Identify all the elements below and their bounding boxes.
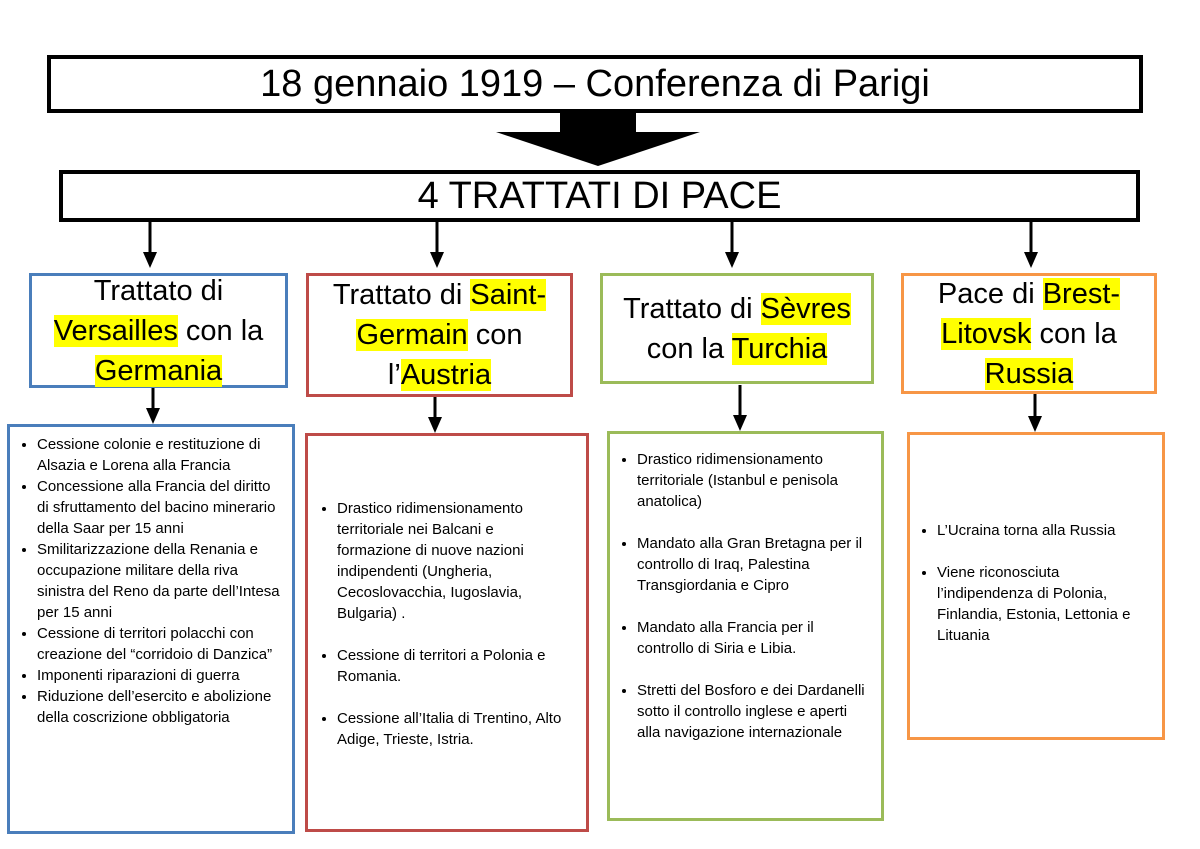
list-item: • Concessione alla Francia del diritto di sfruttamento del bacino minerario della Saar per 15 anni [37, 476, 286, 539]
sevres-highlight: Sèvres [760, 292, 851, 325]
main-down-arrow-icon [496, 110, 700, 166]
list-item: • Drastico ridimensionamento territoriale nei Balcani e formazione di nuove nazioni indipendenti (Ungheria, Cecoslovacchia, Iugoslavia, Bulgaria) . [337, 498, 572, 624]
brest-litovsk-header-mid: con la [1039, 317, 1117, 350]
list-item: • Imponenti riparazioni di guerra [37, 665, 286, 686]
list-item: • Mandato alla Francia per il controllo di Siria e Libia. [637, 617, 871, 659]
versailles-header-prefix: Trattato di [93, 274, 224, 307]
saint-germain-details-box [305, 433, 589, 832]
versailles-details-box [7, 424, 295, 834]
versailles-header-mid: con la [185, 314, 264, 347]
peace-treaties-title: 4 TRATTATI DI PACE [417, 174, 782, 217]
brest-litovsk-header-prefix: Pace di [937, 277, 1035, 310]
conference-title-box [47, 55, 1143, 113]
saint-germain-header [306, 273, 573, 397]
list-item: • Mandato alla Gran Bretagna per il controllo di Iraq, Palestina Transgiordania e Cipro [637, 533, 871, 596]
arrow-to-versailles-icon [140, 222, 160, 268]
turchia-highlight: Turchia [731, 332, 828, 365]
arrow-to-sevres-icon [722, 222, 742, 268]
saint-germain-header-article: l’ [387, 359, 401, 391]
saint-germain-header-mid: con [475, 319, 523, 351]
list-item: • Cessione all’Italia di Trentino, Alto Adige, Trieste, Istria. [337, 708, 572, 750]
brest-litovsk-details-list [910, 520, 1154, 646]
arrow-saint-germain-details-icon [425, 397, 445, 433]
list-item: • Cessione di territori polacchi con creazione del “corridoio di Danzica” [37, 623, 286, 665]
brest-litovsk-header [901, 273, 1157, 394]
brest-litovsk-details-box [907, 432, 1165, 740]
peace-treaties-box [59, 170, 1140, 222]
sevres-details-box [607, 431, 884, 821]
list-item: • L’Ucraina torna alla Russia [937, 520, 1154, 541]
arrow-sevres-details-icon [730, 385, 750, 431]
arrow-to-brest-litovsk-icon [1021, 222, 1041, 268]
sevres-header [600, 273, 874, 384]
sevres-header-prefix: Trattato di [623, 292, 753, 325]
versailles-header [29, 273, 288, 388]
saint-germain-header-prefix: Trattato di [332, 279, 463, 311]
list-item: • Viene riconosciuta l’indipendenza di Polonia, Finlandia, Estonia, Lettonia e Lituania [937, 562, 1154, 646]
conference-title: 18 gennaio 1919 – Conferenza di Parigi [260, 62, 930, 105]
arrow-versailles-details-icon [143, 388, 163, 424]
arrow-to-saint-germain-icon [427, 222, 447, 268]
austria-highlight: Austria [400, 359, 492, 391]
list-item: • Stretti del Bosforo e dei Dardanelli sotto il controllo inglese e aperti alla navigazione internazionale [637, 680, 871, 743]
saint-highlight: Saint- [470, 279, 547, 311]
sevres-header-mid: con la [646, 332, 725, 365]
list-item: • Riduzione dell’esercito e abolizione della coscrizione obbligatoria [37, 686, 286, 728]
germain-highlight: Germain [356, 319, 468, 351]
list-item: • Cessione colonie e restituzione di Alsazia e Lorena alla Francia [37, 434, 286, 476]
versailles-highlight: Versailles [53, 314, 178, 347]
arrow-brest-litovsk-details-icon [1025, 394, 1045, 432]
list-item: • Drastico ridimensionamento territoriale (Istanbul e penisola anatolica) [637, 449, 871, 512]
litovsk-highlight: Litovsk [941, 317, 1032, 350]
saint-germain-details-list [310, 498, 572, 750]
versailles-details-list [10, 434, 286, 728]
sevres-details-list [610, 449, 871, 743]
germania-highlight: Germania [94, 354, 223, 387]
list-item: • Smilitarizzazione della Renania e occupazione militare della riva sinistra del Reno da parte dell’Intesa per 15 anni [37, 539, 286, 623]
russia-highlight: Russia [984, 357, 1074, 390]
brest-highlight: Brest- [1042, 277, 1121, 310]
list-item: • Cessione di territori a Polonia e Romania. [337, 645, 572, 687]
